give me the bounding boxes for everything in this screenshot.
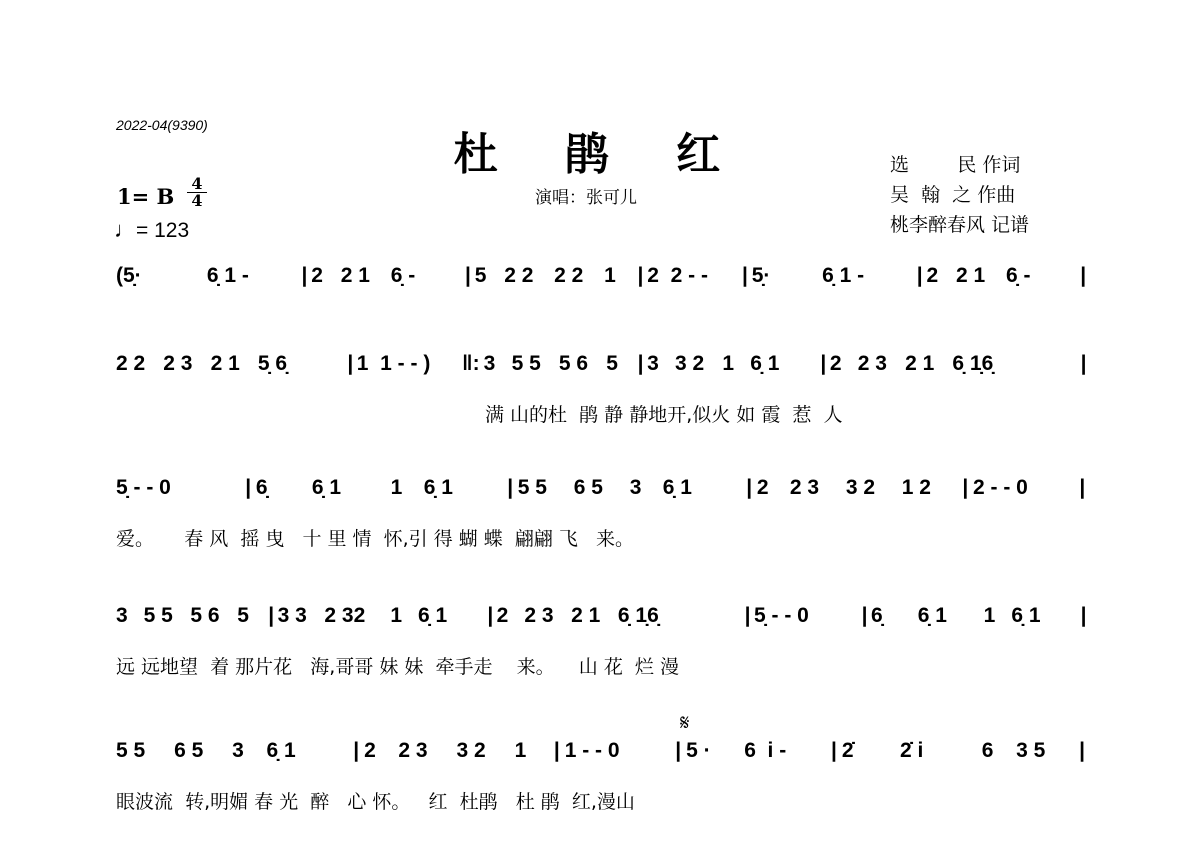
note-group: 6̣ 1 [917,604,947,627]
bar-line: | [1080,264,1087,287]
note-group: 3 2 [845,476,876,499]
note-group: 3 2 [456,739,486,762]
lyric-text: 满 山的杜 鹃 静 静地开,似火 如 霞 惹 人 [485,404,843,426]
note-group: 3 [629,476,642,499]
note-group: 1 - - 0 [564,739,620,762]
note-group: 1 [390,476,403,499]
note-group: 1 [983,604,996,627]
bar-line: | [916,264,923,287]
note-group: 6̣ 1 - [822,264,865,287]
note-group: 1 [390,604,403,627]
note-group: 6̣ 1 [750,352,780,375]
note-group: 2 [829,352,842,375]
bar-line: | [831,739,837,762]
bar-line: | [744,604,751,627]
bar-line: | [464,264,471,287]
note-group: 6̣ [870,604,883,627]
note-group: 2 [756,476,769,499]
bar-line: | [1079,476,1086,499]
note-group: 2 3 [524,604,554,627]
note-group: 2 [926,264,939,287]
note-group: 6̣ 1̣6̣ [617,604,659,627]
note-group: 2 32 [324,604,366,627]
note-group: 2̇ [841,739,854,762]
quarter-note-icon: ♩ [114,217,136,242]
song-title: 杜 鹃 红 [453,129,747,180]
note-group: 1 [604,264,616,287]
tempo-marking [114,217,189,243]
note-group: 6̣ 1 [1011,604,1041,627]
note-group: 6̣ - [1005,264,1031,287]
bar-line: | [1080,604,1087,627]
note-group: (5̣· [116,264,142,287]
note-group: 5 · [686,739,711,762]
note-group: 2 1 [340,264,370,287]
tempo-value: = 123 [136,219,190,242]
note-group: 1 [514,739,527,762]
note-group: 3 5 [1016,739,1046,762]
bar-line: | [353,739,360,762]
time-signature [187,176,207,209]
note-group: 6̣ - [390,264,416,287]
note-group: 5 [606,352,618,375]
transcriber-credit: 桃李醉春风 记谱 [890,214,1030,236]
note-group: 2 1 [956,264,986,287]
bar-line: | [1079,739,1086,762]
note-group: 2 - - 0 [973,476,1028,499]
segno-icon: 𝄋 [680,710,690,735]
note-group: 6̣ 1 [662,476,692,499]
note-group: 6 5 [174,739,204,762]
lyric-text: 眼波流 转,明媚 春 光 醉 心 怀。 红 杜鹃 杜 鹃 红,漫山 [116,791,635,813]
note-group: 2 [496,604,509,627]
bar-line: | [507,476,514,499]
lyric-text: 远 远地望 着 那片花 海,哥哥 妹 妹 牵手走 来。 山 花 烂 漫 [116,656,679,678]
note-group: 1 2 [901,476,931,499]
lyricist-credit: 选 民 作词 [890,154,1021,176]
key-signature: 1= B [117,184,175,209]
bar-line: | [245,476,252,499]
bar-line: | [347,352,354,375]
bar-line: | [861,604,868,627]
note-group: 5 6 [558,352,589,375]
bar-line: | [962,476,969,499]
note-group: 6̣ 1̣6̣ [952,352,994,375]
note-group: 5̣· [751,264,771,287]
bar-line: | [675,739,682,762]
note-group: 3 [116,604,128,627]
bar-line: | [553,739,560,762]
note-group: 5̣ 6̣ [257,352,288,375]
note-group: 1 [722,352,735,375]
note-group: 5 [474,264,487,287]
composer-credit: 吴 翰 之 作曲 [890,184,1016,206]
bar-line: | [820,352,827,375]
note-group: 2 2 [504,264,534,287]
bar-line: | [637,264,644,287]
note-group: 6̣ 1 [423,476,453,499]
bar-line: | [1080,352,1087,375]
note-group: 1 1 - - ) [356,352,431,375]
bar-line: | [487,604,494,627]
note-group: 2 [364,739,376,762]
repeat-start: ‖: [462,352,480,375]
bar-line: | [301,264,308,287]
note-group: 6̣ [255,476,268,499]
time-signature-top: 4 [187,176,207,193]
note-group: 6̣ 1 [417,604,448,627]
note-group: 2 3 [857,352,887,375]
note-group: 3 [483,352,496,375]
note-group: 2 2 [554,264,584,287]
bar-line: | [741,264,748,287]
bar-line: | [746,476,753,499]
note-group: 5 6 [190,604,220,627]
note-group: 3 [647,352,659,375]
note-group: 6̣ 1 - [206,264,249,287]
note-group: 5̣ - - 0 [116,476,171,499]
note-group: 6 5 [573,476,603,499]
note-group: 5 5 [517,476,547,499]
note-group: 2 3 [398,739,428,762]
note-group: 6̣ 1 [266,739,296,762]
note-group: 2 2 [116,352,146,375]
note-group: 2 1 [210,352,240,375]
singer-credit: 演唱：张可儿 [535,188,637,207]
time-signature-bottom: 4 [191,191,203,210]
note-group: 2̇ i [899,739,924,762]
note-group: 3 3 [277,604,307,627]
note-group: 5̣ - - 0 [753,604,809,627]
note-group: 5 5 [116,739,146,762]
note-group: 6 i - [744,739,787,762]
note-group: 2 3 [163,352,193,375]
note-group: 2 1 [905,352,935,375]
note-group: 6̣ 1 [311,476,342,499]
bar-line: | [637,352,644,375]
note-group: 2 2 - - [647,264,708,287]
note-group: 3 [232,739,244,762]
note-group: 2 [311,264,323,287]
lyric-text: 爱。 春 风 摇 曳 十 里 情 怀,引 得 蝴 蝶 翩翩 飞 来。 [116,528,635,550]
note-group: 6 [981,739,994,762]
note-group: 5 5 [511,352,541,375]
note-group: 5 [237,604,249,627]
note-group: 3 2 [675,352,705,375]
bar-line: | [268,604,275,627]
score-serial-number: 2022-04(9390) [116,117,208,133]
note-group: 2 3 [789,476,820,499]
note-group: 2 1 [571,604,601,627]
note-group: 5 5 [143,604,173,627]
